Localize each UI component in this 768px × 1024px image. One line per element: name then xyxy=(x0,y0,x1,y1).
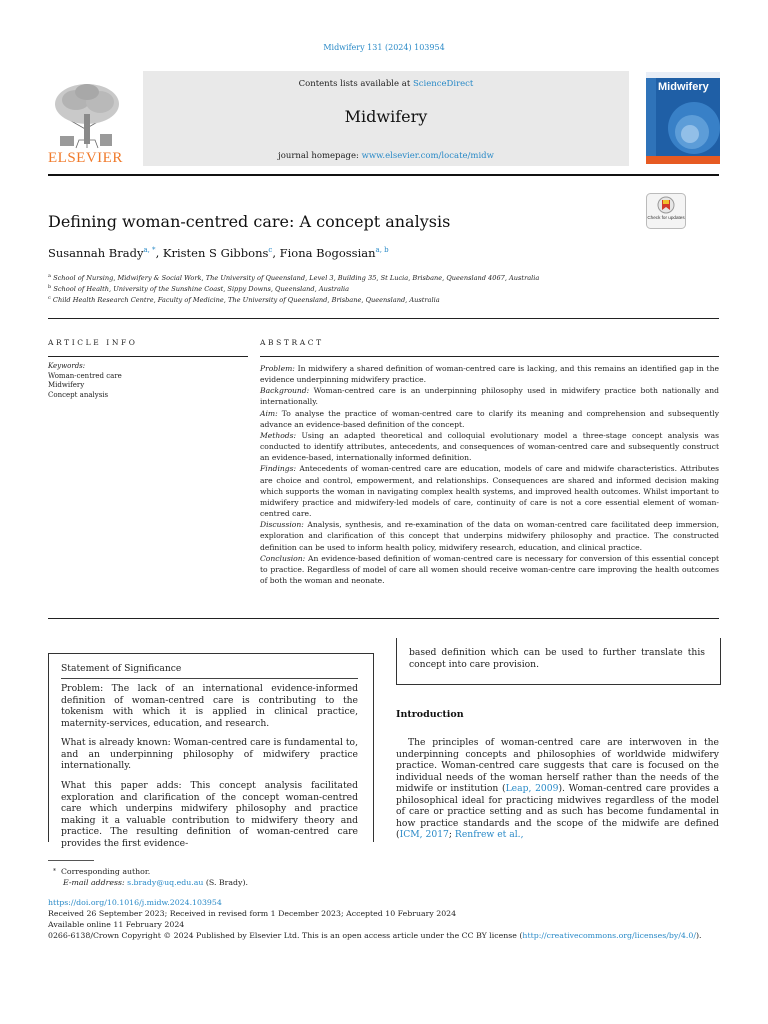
significance-known: What is already known: Woman-centred care is fundamental to, and an underpinning philosophy of midwifery practice internationally. xyxy=(61,737,358,771)
article-title: Defining woman-centred care: A concept analysis xyxy=(48,212,451,231)
abstract-divider xyxy=(260,356,719,357)
abstract-body xyxy=(260,363,719,586)
corresponding-label: Corresponding author. xyxy=(60,867,151,876)
keywords-block xyxy=(48,362,248,400)
affiliation-text: School of Nursing, Midwifery & Social Work, The University of Queensland, Level 3, Building 35, St Lucia, Brisbane, Queensland 4067, Australia xyxy=(53,274,540,283)
citation-link[interactable]: ICM, 2017 xyxy=(399,829,449,841)
affiliation-a xyxy=(48,273,539,282)
affiliation-c xyxy=(48,295,440,304)
contents-prefix: Contents lists available at xyxy=(298,79,413,89)
abstract-label: Conclusion: xyxy=(260,553,306,563)
email-link[interactable]: s.brady@uq.edu.au xyxy=(127,878,204,887)
abstract-conclusion xyxy=(260,553,719,586)
author-marks[interactable]: c xyxy=(268,246,273,255)
abstract-heading: ABSTRACT xyxy=(260,338,324,347)
abstract-label: Aim: xyxy=(260,408,278,418)
abstract-text: An evidence-based definition of woman-centred care is necessary for conversion of this essential concept to practice. Regardless of model of care all women should receive woman-centre care improving the health outcomes of both the woman and neonate. xyxy=(260,553,719,585)
abstract-label: Methods: xyxy=(260,430,297,440)
abstract-methods xyxy=(260,430,719,463)
introduction-paragraph xyxy=(396,737,719,841)
abstract-text: Using an adapted theoretical and colloquial evolutionary model a three-stage concept analysis was conducted to identify attributes, antecedents, and consequences of woman-centred care and subsequently construct an evidence-based, internationally informed definition. xyxy=(260,430,719,463)
intro-text: ; xyxy=(448,829,455,841)
intro-text: ). Woman-centred care provides a philosophical ideal for practicing midwives regardless of the model of care or practice setting and as such has become fundamental in how practice standards and the scope of the midwife are defined ( xyxy=(396,783,719,841)
elsevier-wordmark: ELSEVIER xyxy=(48,150,123,166)
keyword-item: Midwifery xyxy=(48,381,85,389)
copyright-suffix: ). xyxy=(695,931,702,940)
email-owner: (S. Brady). xyxy=(205,878,248,887)
significance-title: Statement of Significance xyxy=(61,663,182,674)
keyword-item: Woman-centred care xyxy=(48,371,122,380)
abstract-label: Discussion: xyxy=(260,520,304,530)
abstract-problem xyxy=(260,363,719,385)
intro-text: The principles of woman-centred care are interwoven in the underpinning concepts and philosophies of worldwide midwifery practice. Woman-centred care suggests that care is focused on the individual needs of the woman herself rather than the needs of the midwife or institution ( xyxy=(396,737,719,795)
abstract-text: Analysis, synthesis, and re-examination of the data on woman-centred care facilitated deep immersion, exploration and clarification of this concept that underpins midwifery philosophy and practice. The constructed definition can be used to inform health policy, midwifery research, education, and clinical practice. xyxy=(260,520,719,552)
author-list: Susannah Brady$^{a, *}$, Kristen S Gibbons$^c$, Fiona Bogossian$^{a, b}$ xyxy=(48,246,389,260)
journal-citation[interactable]: Midwifery 131 (2024) 103954 xyxy=(323,43,445,52)
cover-title: Midwifery xyxy=(658,81,709,93)
footnote-block xyxy=(48,866,248,888)
affiliation-b xyxy=(48,284,349,293)
article-info-divider xyxy=(48,356,248,357)
crossmark-label: Check for updates xyxy=(647,215,685,220)
abstract-background xyxy=(260,385,719,407)
journal-name: Midwifery xyxy=(344,107,428,126)
abstract-aim xyxy=(260,408,719,430)
abstract-label: Findings: xyxy=(260,464,297,474)
check-for-updates-badge[interactable] xyxy=(646,193,686,229)
journal-homepage-link[interactable]: www.elsevier.com/locate/midw xyxy=(361,151,494,161)
significance-continuation: based definition which can be used to further translate this concept into care provision. xyxy=(409,647,705,670)
article-info-heading: ARTICLE INFO xyxy=(48,338,138,347)
abstract-text: In midwifery a shared definition of woman-centred care is lacking, and this remains an identified gap in the evidence underpinning midwifery practice. xyxy=(260,364,719,385)
affiliation-mark: a xyxy=(48,273,51,279)
abstract-findings xyxy=(260,463,719,519)
abstract-text: To analyse the practice of woman-centred care to clarify its meaning and comprehension and subsequently advance an evidence-based definition of the concept. xyxy=(260,408,719,429)
copyright-text: 0266-6138/Crown Copyright © 2024 Published by Elsevier Ltd. This is an open access article under the CC BY license ( xyxy=(48,931,523,940)
publication-info xyxy=(48,897,701,941)
homepage-prefix: journal homepage: xyxy=(278,151,362,161)
footnote-divider xyxy=(48,860,94,861)
author-name[interactable]: Susannah Brady xyxy=(48,246,144,260)
author-name[interactable]: Kristen S Gibbons xyxy=(162,246,269,260)
elsevier-tree-logo-icon xyxy=(46,78,128,150)
license-link[interactable]: http://creativecommons.org/licenses/by/4.0/ xyxy=(522,931,696,940)
citation-link[interactable]: Leap, 2009 xyxy=(505,783,559,795)
introduction-heading: Introduction xyxy=(396,709,464,720)
header-divider xyxy=(48,174,719,176)
affiliation-divider xyxy=(48,318,719,319)
email-label: E-mail address: xyxy=(63,878,125,887)
abstract-text: Woman-centred care is an underpinning philosophy used in midwifery practice both nationally and internationally. xyxy=(260,386,719,407)
abstract-end-divider xyxy=(48,618,719,619)
abstract-label: Problem: xyxy=(260,364,295,373)
author-marks[interactable]: a, * xyxy=(143,246,156,255)
affiliation-mark: b xyxy=(48,284,52,290)
keyword-item: Concept analysis xyxy=(48,390,109,399)
abstract-discussion xyxy=(260,519,719,552)
affiliation-mark: c xyxy=(48,295,51,301)
sciencedirect-link[interactable]: ScienceDirect xyxy=(412,79,474,89)
author-name[interactable]: Fiona Bogossian xyxy=(279,246,376,260)
contents-line xyxy=(143,79,629,89)
received-dates: Received 26 September 2023; Received in revised form 1 December 2023; Accepted 10 February 2024 xyxy=(48,909,457,918)
keywords-label: Keywords: xyxy=(48,362,86,370)
email-line xyxy=(48,877,248,888)
abstract-label: Background: xyxy=(260,386,310,396)
corresponding-author-note: * Corresponding author. xyxy=(52,867,151,876)
journal-cover-thumbnail[interactable] xyxy=(646,72,720,164)
significance-divider xyxy=(61,678,358,679)
online-date: Available online 11 February 2024 xyxy=(48,920,185,929)
author-marks[interactable]: a, b xyxy=(375,246,389,255)
abstract-text: Antecedents of woman-centred care are education, models of care and midwife characteristics. Attributes are choice and control, empowerment, and relationships. Consequences are shared and informed decision making which supports the woman in navigating complex health systems, and improved health outcomes. Whilst important to midwifery practice and midwifery-led models of care, continuity of care is not a core essential element of woman-centred care. xyxy=(260,464,719,519)
significance-adds: What this paper adds: This concept analysis facilitated exploration and clarification of the concept woman-centred care which underpins midwifery philosophy and practice making it a valuable contribution to midwifery theory and practice. The resulting definition of woman-centred care provides the first evidence- xyxy=(61,780,358,849)
significance-problem: Problem: The lack of an international evidence-informed definition of woman-centred care is contributing to the tokenism with which it is applied in clinical practice, maternity-services, education, and research. xyxy=(61,683,358,729)
crossmark-icon xyxy=(646,193,686,229)
copyright-line xyxy=(48,930,701,941)
journal-homepage-line xyxy=(143,151,629,161)
affiliation-text: School of Health, University of the Sunshine Coast, Sippy Downs, Queensland, Australia xyxy=(53,285,350,294)
affiliation-text: Child Health Research Centre, Faculty of Medicine, The University of Queensland, Brisbane, Queensland, Australia xyxy=(52,296,440,305)
citation-link[interactable]: Renfrew et al., xyxy=(454,829,524,841)
doi-link[interactable]: https://doi.org/10.1016/j.midw.2024.103954 xyxy=(48,898,222,907)
